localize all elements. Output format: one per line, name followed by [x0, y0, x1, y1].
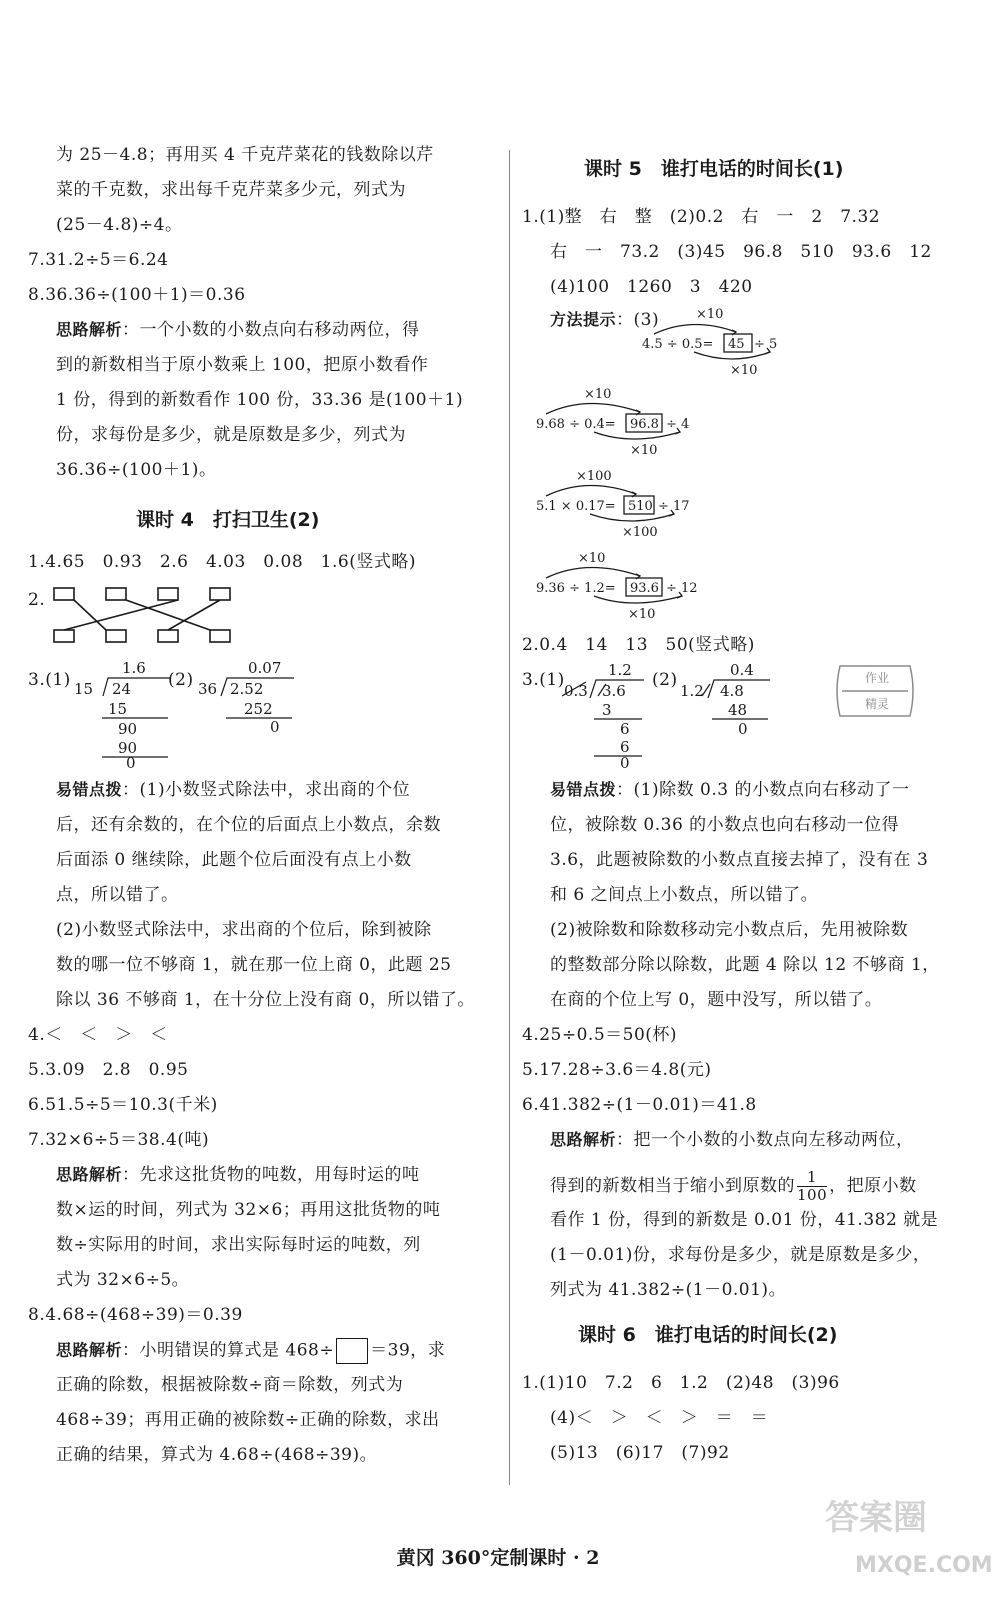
answer-3-part2: (2) — [168, 670, 194, 690]
watermark-logo: 答案圈 — [825, 1498, 927, 1538]
multiplier-bottom: ×10 — [630, 443, 658, 458]
text-line: 思路解析：先求这批货物的吨数，用每时运的吨 — [56, 1165, 420, 1185]
step: 48 — [728, 701, 748, 719]
answer-4: 4.25÷0.5＝50(杯) — [522, 1025, 678, 1045]
expr-right: ÷ 17 — [658, 499, 690, 514]
answer-1: 1.4.65 0.93 2.6 4.03 0.08 1.6(竖式略) — [28, 552, 416, 572]
text-line: 式为 32×6÷5。 — [56, 1270, 190, 1290]
match-box — [158, 588, 178, 600]
text-line: (2)被除数和除数移动完小数点后，先用被除数 — [550, 920, 909, 940]
method-diagram-1 — [632, 304, 812, 380]
divisor: 0.3 — [564, 682, 588, 700]
text-line: 思路解析：小明错误的算式是 468÷ ＝39，求 — [28, 1338, 445, 1364]
long-division-4 — [680, 660, 790, 740]
text-line: 得到的新数相当于缩小到原数的 $\frac{1}{100}$ ，把原小数 — [550, 1168, 917, 1204]
matching-diagram — [50, 584, 250, 646]
boxed-value: 45 — [728, 337, 745, 352]
answer-5: 5.3.09 2.8 0.95 — [28, 1060, 189, 1080]
match-line — [64, 600, 178, 630]
multiplier-top: ×100 — [576, 469, 612, 484]
boxed-value: 510 — [628, 499, 653, 514]
match-box — [54, 588, 74, 600]
text-line: 3.6，此题被除数的小数点直接去掉了，没有在 3 — [550, 850, 929, 870]
quotient: 0.4 — [730, 661, 754, 679]
match-box — [106, 630, 126, 642]
text-line: 菜的千克数，求出每千克芹菜多少元，列式为 — [56, 180, 406, 200]
fraction: $\frac{1}{100}$ — [797, 1168, 828, 1204]
expr-right: ÷ 4 — [666, 417, 690, 432]
expr-left: 9.68 ÷ 0.4= — [536, 417, 616, 432]
text-line: 数÷实际用的时间，求出实际每时运的吨数，列 — [56, 1235, 421, 1255]
quotient: 0.07 — [248, 659, 282, 677]
text-line: 到的新数相当于原小数乘上 100，把原小数看作 — [56, 355, 429, 375]
multiplier-bottom: ×10 — [628, 607, 656, 622]
text-line: 数×运的时间，列式为 32×6；再用这批货物的吨 — [56, 1200, 441, 1220]
silu-label: 思路解析 — [56, 1340, 123, 1360]
tip-label: 方法提示 — [550, 310, 617, 329]
method-diagram-4 — [532, 548, 732, 624]
expr-left: 5.1 × 0.17= — [536, 499, 616, 514]
step: 6 — [620, 720, 630, 738]
section-heading-lesson6: 课时 6 谁打电话的时间长(2) — [578, 1324, 838, 1346]
text-line: (5)13 (6)17 (7)92 — [550, 1443, 730, 1463]
divisor: 1.2 — [680, 682, 704, 700]
section-heading-lesson5: 课时 5 谁打电话的时间长(1) — [584, 158, 844, 180]
quotient: 1.6 — [122, 659, 146, 677]
text-line: 468÷39；再用正确的被除数÷正确的除数，求出 — [56, 1410, 440, 1430]
step: 0 — [738, 720, 748, 738]
text-line: 份，求每份是多少，就是原数是多少，列式为 — [56, 425, 406, 445]
answer-1: 1.(1)10 7.2 6 1.2 (2)48 (3)96 — [522, 1373, 840, 1393]
silu-label: 思路解析 — [56, 1165, 123, 1184]
text-line: 在商的个位上写 0，题中没写，所以错了。 — [550, 990, 883, 1010]
text-line: 为 25－4.8；再用买 4 千克芹菜花的钱数除以芹 — [56, 145, 434, 165]
answer-2: 2.0.4 14 13 50(竖式略) — [522, 635, 755, 655]
text-line: 数的哪一位不够商 1，就在那一位上商 0，此题 25 — [56, 955, 452, 975]
step: 6 — [620, 738, 630, 756]
blank-box — [336, 1338, 368, 1364]
method-diagram-2 — [532, 384, 732, 460]
long-division-1 — [70, 658, 180, 770]
step: 0 — [620, 754, 630, 772]
match-box — [106, 588, 126, 600]
divisor: 36 — [198, 680, 218, 698]
answer-7: 7.31.2÷5＝6.24 — [28, 250, 169, 270]
boxed-value: 93.6 — [630, 581, 659, 596]
step: 252 — [244, 700, 273, 718]
step: 90 — [118, 720, 138, 738]
text-line: (4)100 1260 3 420 — [550, 277, 753, 297]
answer-8: 8.36.36÷(100＋1)＝0.36 — [28, 285, 246, 305]
dividend: 2.52 — [230, 680, 264, 698]
long-division-2 — [196, 658, 306, 736]
dividend: 24 — [112, 680, 132, 698]
multiplier-top: ×10 — [584, 387, 612, 402]
text-line: 36.36÷(100＋1)。 — [56, 460, 217, 480]
text-line: (4)＜ ＞ ＜ ＞ ＝ ＝ — [550, 1408, 769, 1428]
expr-left: 9.36 ÷ 1.2= — [536, 581, 616, 596]
answer-3-part2: (2) — [652, 670, 678, 690]
logo-stamp — [832, 658, 918, 724]
text-line: 正确的除数，根据被除数÷商＝除数，列式为 — [56, 1375, 404, 1395]
method-diagram-3 — [532, 466, 732, 542]
answer-3-number: 3.(1) — [522, 670, 565, 690]
yicuo-label: 易错点拨 — [56, 780, 123, 799]
answer-4: 4.＜ ＜ ＞ ＜ — [28, 1025, 168, 1045]
answer-6: 6.51.5÷5＝10.3(千米) — [28, 1095, 218, 1115]
svg-text:精灵: 精灵 — [865, 697, 890, 711]
step: 3 — [602, 701, 612, 719]
match-box — [54, 630, 74, 642]
silu-label: 思路解析 — [550, 1130, 617, 1149]
expr-right: ÷ 5 — [754, 337, 778, 352]
section-heading-lesson4: 课时 4 打扫卫生(2) — [136, 509, 320, 531]
text-line: 除以 36 不够商 1，在十分位上没有商 0，所以错了。 — [56, 990, 475, 1010]
answer-3-number: 3.(1) — [28, 670, 71, 690]
answer-7: 7.32×6÷5＝38.4(吨) — [28, 1130, 210, 1150]
dividend: 3.6 — [602, 682, 626, 700]
text-line: 易错点拨：(1)除数 0.3 的小数点向右移动了一 — [550, 780, 910, 800]
expr-right: ÷ 12 — [666, 581, 698, 596]
multiplier-top: ×10 — [578, 551, 606, 566]
match-line — [126, 600, 210, 630]
text-line: 和 6 之间点上小数点，所以错了。 — [550, 885, 819, 905]
divisor: 15 — [74, 680, 94, 698]
step: 0 — [126, 754, 136, 770]
text-line: 点，所以错了。 — [56, 885, 179, 905]
match-box — [210, 588, 230, 600]
multiplier-bottom: ×100 — [622, 525, 658, 540]
match-line — [168, 600, 220, 630]
page-footer: 黄冈 360°定制课时 · 2 — [396, 1547, 600, 1569]
silu-label: 思路解析 — [56, 320, 123, 339]
step: 90 — [118, 739, 138, 757]
column-divider — [509, 150, 510, 1485]
text-line: 正确的结果，算式为 4.68÷(468÷39)。 — [56, 1445, 378, 1465]
match-box — [158, 630, 178, 642]
step: 0 — [270, 718, 280, 736]
boxed-value: 96.8 — [630, 417, 659, 432]
text-line: 方法提示：(3) — [550, 310, 660, 330]
text-line: 位，被除数 0.36 的小数点也向右移动一位得 — [550, 815, 900, 835]
answer-8: 8.4.68÷(468÷39)＝0.39 — [28, 1305, 243, 1325]
answer-1: 1.(1)整 右 整 (2)0.2 右 一 2 7.32 — [522, 207, 881, 227]
match-box — [210, 630, 230, 642]
dividend: 4.8 — [720, 682, 744, 700]
watermark-url: MXQE.COM — [855, 1553, 993, 1578]
text-line: 易错点拨：(1)小数竖式除法中，求出商的个位 — [56, 780, 411, 800]
yicuo-label: 易错点拨 — [550, 780, 617, 799]
text-line: 思路解析：一个小数的小数点向右移动两位，得 — [56, 320, 420, 340]
answer-5: 5.17.28÷3.6＝4.8(元) — [522, 1060, 712, 1080]
multiplier-top: ×10 — [696, 307, 724, 322]
text-line: 思路解析：把一个小数的小数点向左移动两位， — [550, 1130, 914, 1150]
quotient: 1.2 — [608, 661, 632, 679]
text-line: (2)小数竖式除法中，求出商的个位后，除到被除 — [56, 920, 432, 940]
text-line: (1－0.01)份，求每份是多少，就是原数是多少， — [550, 1245, 931, 1265]
text-line: 1 份，得到的新数看作 100 份，33.36 是(100＋1) — [56, 390, 464, 410]
step: 15 — [108, 700, 128, 718]
text-line: 的整数部分除以除数，此题 4 除以 12 不够商 1， — [550, 955, 940, 975]
answer-2-number: 2. — [28, 590, 46, 610]
text-line: 右 一 73.2 (3)45 96.8 510 93.6 12 — [550, 242, 932, 262]
text-line: 后面添 0 继续除，此题个位后面没有点上小数 — [56, 850, 412, 870]
answer-6: 6.41.382÷(1－0.01)＝41.8 — [522, 1095, 757, 1115]
text-line: 列式为 41.382÷(1－0.01)。 — [550, 1280, 787, 1300]
svg-text:作业: 作业 — [865, 671, 890, 685]
text-line: 看作 1 份，得到的新数是 0.01 份，41.382 就是 — [550, 1210, 939, 1230]
expr-left: 4.5 ÷ 0.5= — [642, 337, 714, 352]
multiplier-bottom: ×10 — [730, 363, 758, 378]
text-line: (25－4.8)÷4。 — [56, 215, 183, 235]
text-line: 后，还有余数的，在个位的后面点上小数点，余数 — [56, 815, 441, 835]
